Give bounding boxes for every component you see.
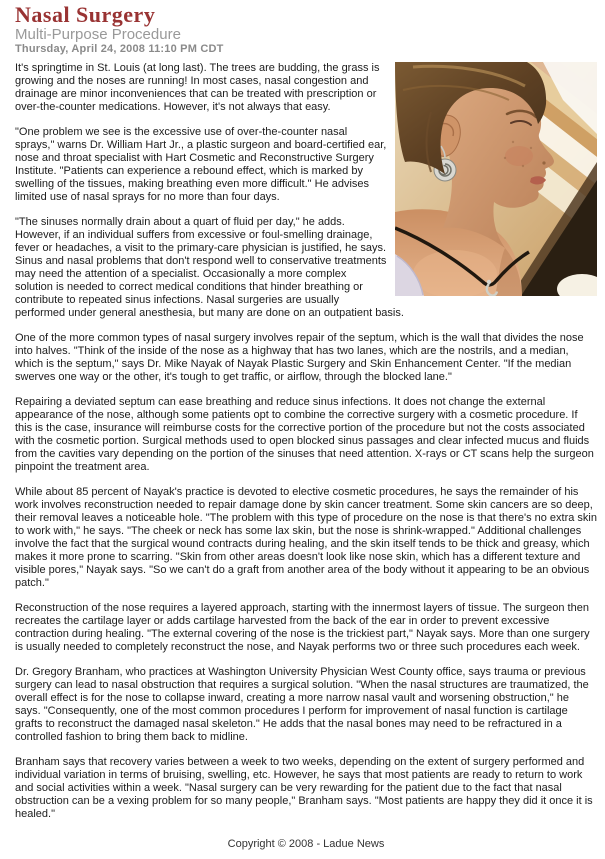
article-paragraph: "One problem we see is the excessive use of over-the-counter nasal sprays," warns Dr. William Hart Jr., a plastic surgeon and board-certified ear, nose and throat specialist with Hart Cosmetic and Reconstructive Surgery Institute. "Patients can experience a rebound effect, which is marked by swelling of the tissues, making breathing even more difficult." He advises limited use of nasal sprays for no more than four days. xyxy=(15,126,387,203)
article-paragraph: Dr. Gregory Branham, who practices at Washington University Physician West County office, says trauma or previous surgery can lead to nasal obstruction that requires a surgical solution. "When the nasal structures are traumatized, the overall effect is for the nose to collapse inward, creating a more narrow nasal vault and worsening obstruction," he says. "Consequently, one of the most common procedures I perform for improvement of nasal function is cartilage grafts to reconstruct the damaged nasal skeleton." He adds that the nasal bones may need to be refractured in a controlled fashion to bring them back to midline. xyxy=(15,666,589,743)
article-header xyxy=(15,3,597,56)
article-paragraph: While about 85 percent of Nayak's practice is devoted to elective cosmetic procedures, he says the remainder of his work involves reconstruction needed to repair damage done by skin cancer treatment. Some skin cancers are so deep, their removal leaves a noticeable hole. "The problem with this type of procedure on the nose is that there's no extra skin to work with," he says. "The cheek or neck has some lax skin, but the nose is shrink-wrapped." Additional challenges involve the fact that the surgical wound contracts during healing, and the skin itself tends to be thick and greasy, which makes it more prone to scarring. "Skin from other areas doesn't look like nose skin, which has a different texture and visible pores," Nayak says. "So we can't do a graft from another area of the body without it appearing to be an obvious patch." xyxy=(15,486,597,589)
article-paragraph: One of the more common types of nasal surgery involves repair of the septum, which is the wall that divides the nose into halves. "Think of the inside of the nose as a highway that has two lanes, which are the nostrils, and a median, which is the septum," says Dr. Mike Nayak of Nayak Plastic Surgery and Skin Enhancement Center. "If the median swerves one way or the other, it's tough to get traffic, or airflow, through the blocked lane." xyxy=(15,332,584,383)
article-date: Thursday, April 24, 2008 11:10 PM CDT xyxy=(15,43,224,55)
article-body xyxy=(15,62,597,821)
article-paragraph: Reconstruction of the nose requires a layered approach, starting with the innermost layers of tissue. The surgeon then recreates the cartilage layer or adds cartilage harvested from the back of the ear in order to prevent excessive contraction during healing. "The external covering of the nose is the trickiest part," Nayak says. More than one surgery is usually needed to completely reconstruct the nose, and Nayak performs two or three such procedures each week. xyxy=(15,602,590,653)
article-paragraph: Branham says that recovery varies between a week to two weeks, depending on the extent of surgery performed and individual variation in terms of bruising, swelling, etc. However, he says that most patients are ready to return to work and social activities within a week. "Nasal surgery can be very rewarding for the patient due to the fact that nasal obstruction can be a vexing problem for so many people," Branham says. "Most patients are happy they did it once it is healed." xyxy=(15,756,593,820)
article-photo xyxy=(395,62,597,296)
article-paragraph: "The sinuses normally drain about a quart of fluid per day," he adds. However, if an individual suffers from excessive or foul-smelling drainage, fever or headaches, a visit to the primary-care physician is justified, he says. Sinus and nasal problems that don't respond well to conservative treatments may need the attention of a specialist. Occasionally a more complex solution is needed to correct medical conditions that hinder breathing or contribute to repeated sinus infections. Nasal surgeries are usually performed under general anesthesia, but many are done on an outpatient basis. xyxy=(15,216,404,319)
article-paragraph: It's springtime in St. Louis (at long last). The trees are budding, the grass is growing and the noses are running! In most cases, nasal congestion and drainage are minor inconveniences that can be treated with prescription or over-the-counter medications. However, it's not always that easy. xyxy=(15,62,380,113)
article-paragraph: Repairing a deviated septum can ease breathing and reduce sinus infections. It does not change the external appearance of the nose, although some patients opt to combine the corrective surgery with a cosmetic procedure. If this is the case, insurance will reimburse costs for the corrective portion of the procedure but not the costs associated with the cosmetic portion. Surgical methods used to open blocked sinus passages and clear infected mucus and fluids from the cavities vary depending on the portion of the sinuses that need attention. X-rays or CT scans help the surgeon pinpoint the treatment area. xyxy=(15,396,594,473)
article-subtitle: Multi-Purpose Procedure xyxy=(15,26,181,43)
copyright-notice: Copyright © 2008 - Ladue News xyxy=(227,838,385,850)
woman-profile-illustration xyxy=(395,62,597,296)
page-title: Nasal Surgery xyxy=(15,2,156,27)
